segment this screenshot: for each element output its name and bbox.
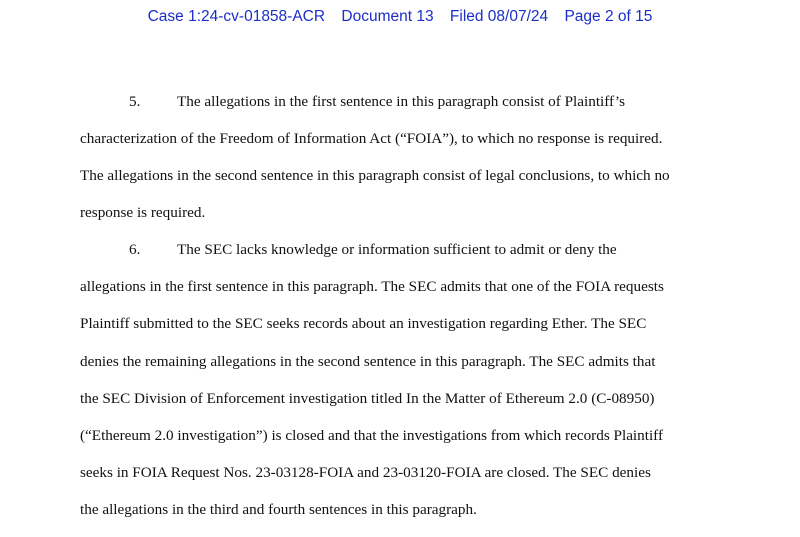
paragraph-line: response is required. xyxy=(80,204,206,221)
paragraph-line xyxy=(129,92,625,112)
paragraph-line: denies the remaining allegations in the second sentence in this paragraph. The SEC admits that xyxy=(80,353,656,370)
paragraph-text: The SEC lacks knowledge or information sufficient to admit or deny the xyxy=(177,241,617,258)
paragraph-line: the allegations in the third and fourth sentences in this paragraph. xyxy=(80,501,477,518)
document-number: Document 13 xyxy=(341,8,434,25)
paragraph-line: Plaintiff submitted to the SEC seeks records about an investigation regarding Ether. The SEC xyxy=(80,315,647,332)
case-number: Case 1:24-cv-01858-ACR xyxy=(147,8,326,25)
paragraph-line: seeks in FOIA Request Nos. 23-03128-FOIA and 23-03120-FOIA are closed. The SEC denies xyxy=(80,464,651,481)
paragraph-line: The allegations in the second sentence in this paragraph consist of legal conclusions, to which no xyxy=(80,167,670,184)
paragraph-line: (“Ethereum 2.0 investigation”) is closed and that the investigations from which records Plaintiff xyxy=(80,427,664,444)
paragraph-line: allegations in the first sentence in this paragraph. The SEC admits that one of the FOIA requests xyxy=(80,278,664,295)
filed-date: Filed 08/07/24 xyxy=(449,8,549,25)
paragraph-number: 5. xyxy=(129,93,141,110)
ecf-header xyxy=(0,8,800,26)
paragraph-line: the SEC Division of Enforcement investigation titled In the Matter of Ethereum 2.0 (C-08950) xyxy=(80,390,655,407)
paragraph-line: characterization of the Freedom of Information Act (“FOIA”), to which no response is required. xyxy=(80,130,663,147)
page-indicator: Page 2 of 15 xyxy=(564,8,653,25)
paragraph-line xyxy=(129,240,617,260)
paragraph-number: 6. xyxy=(129,241,141,258)
paragraph-text: The allegations in the first sentence in this paragraph consist of Plaintiff’s xyxy=(177,93,626,110)
